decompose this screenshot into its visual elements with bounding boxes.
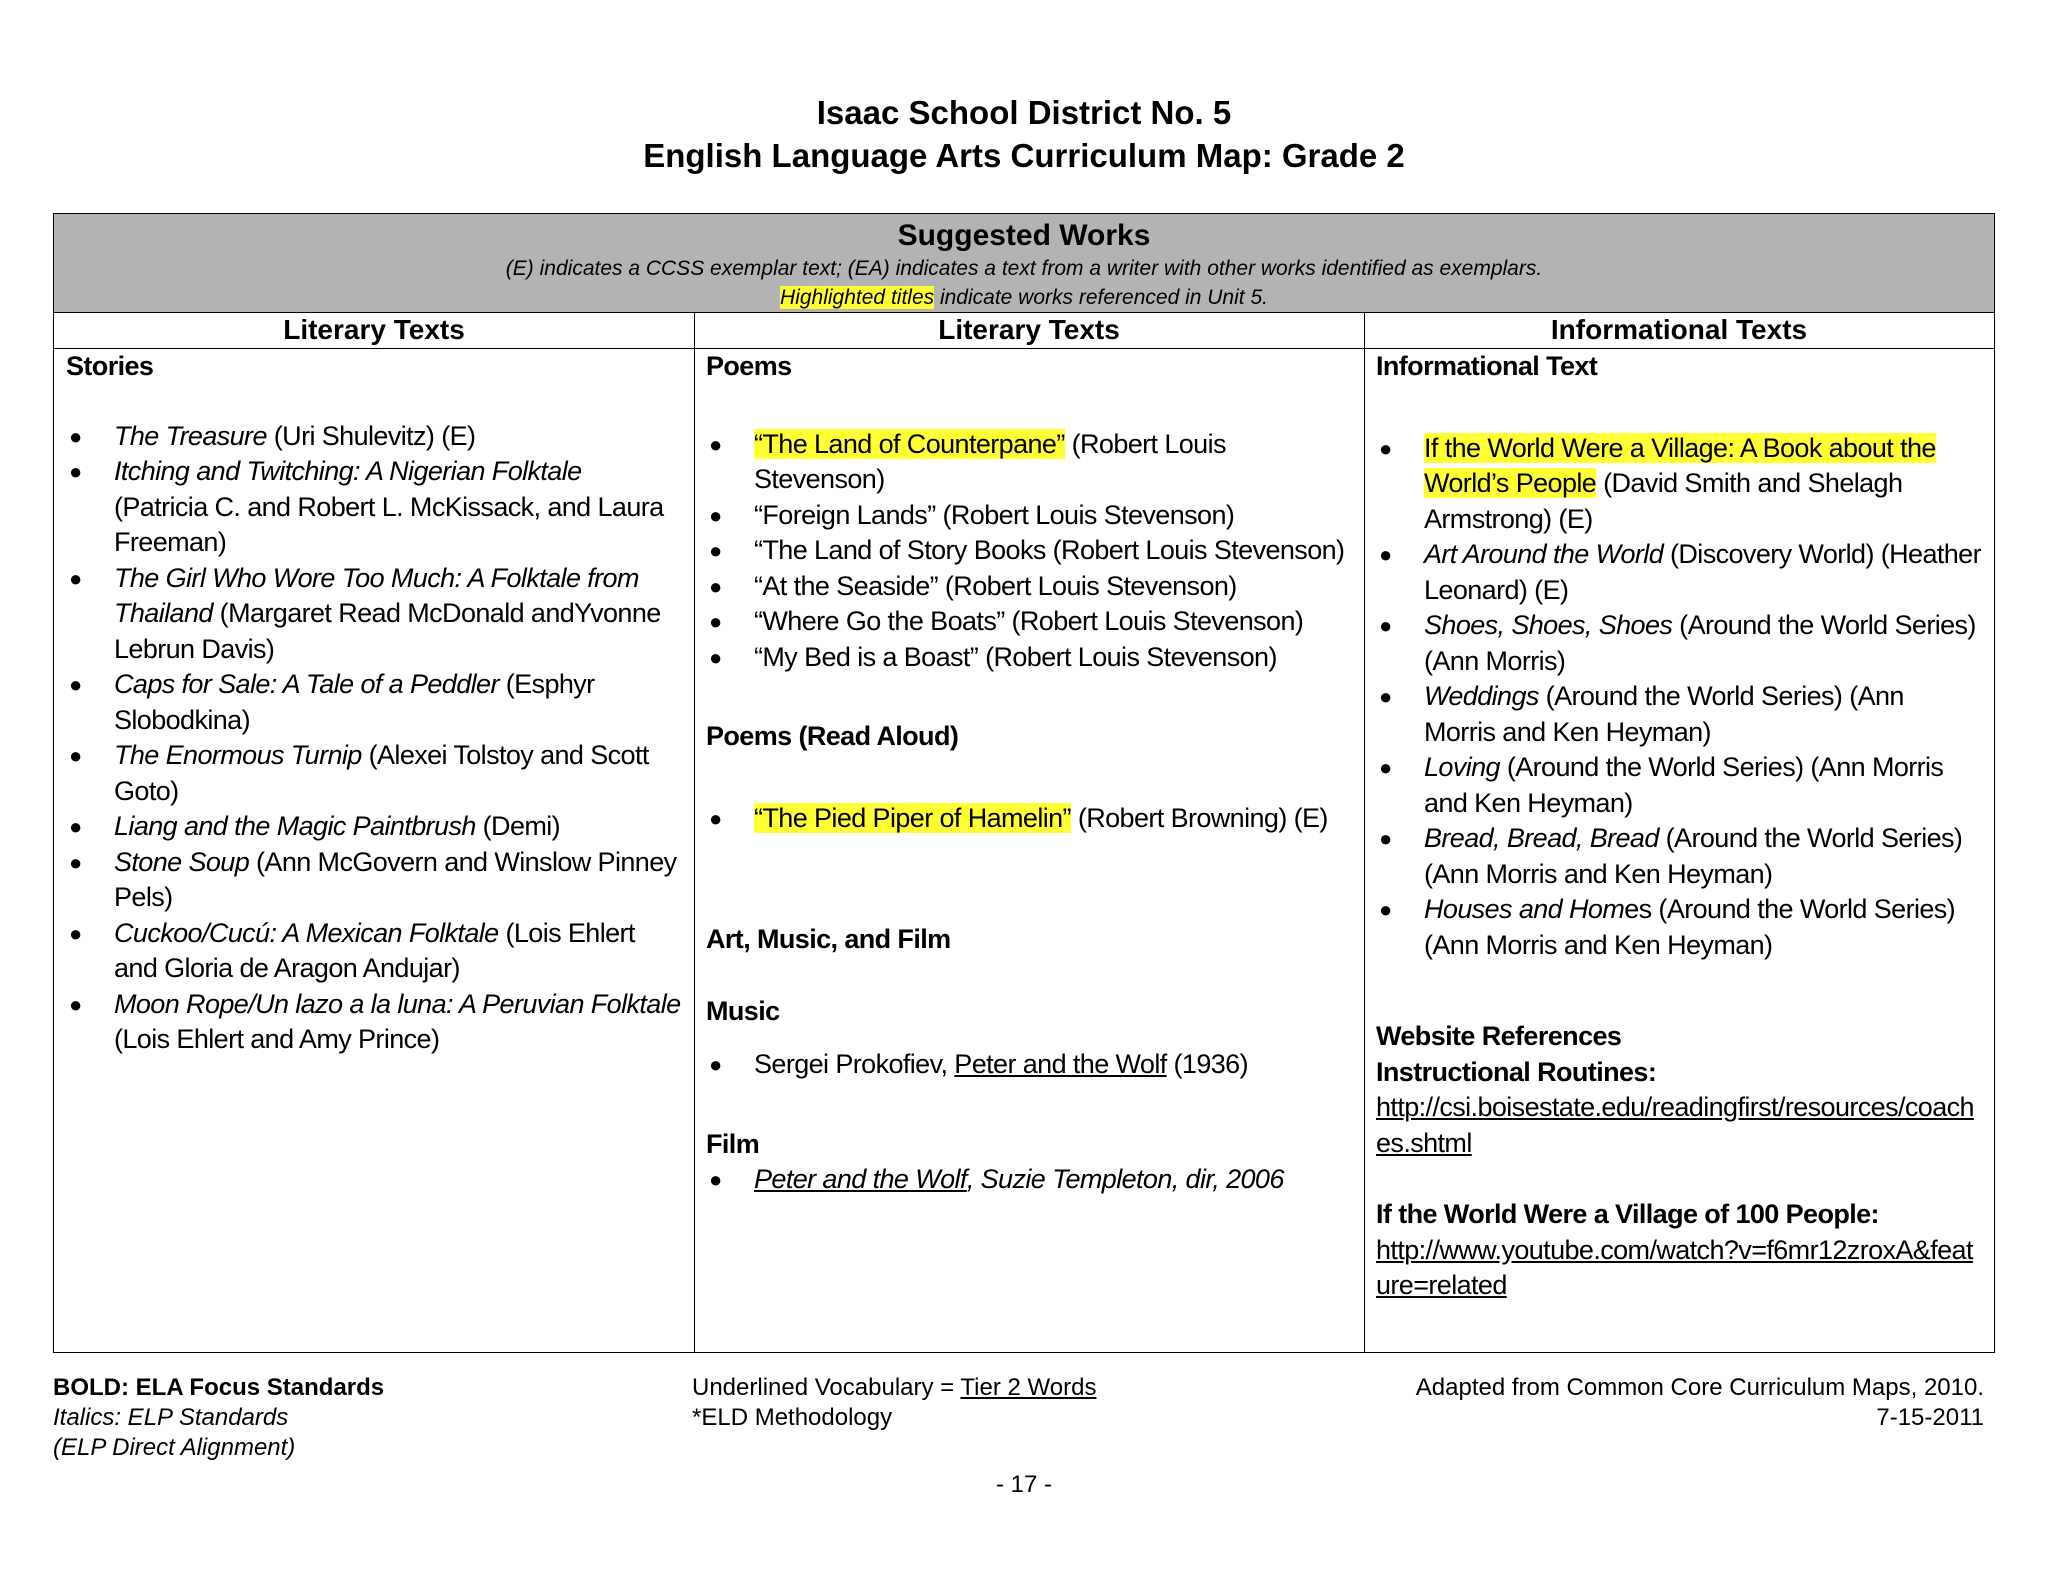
bullet-icon: ● xyxy=(709,1052,722,1077)
work-credit: “Where Go the Boats” (Robert Louis Stevenson) xyxy=(754,606,1304,636)
bullet-icon: ● xyxy=(69,849,82,875)
bullet-icon: ● xyxy=(1379,435,1392,461)
list-item xyxy=(706,1162,1352,1198)
footer-vocab xyxy=(692,1373,1096,1433)
bullet-icon: ● xyxy=(709,573,722,599)
bullet-icon: ● xyxy=(69,920,82,946)
work-title: Shoes, Shoes, Shoes xyxy=(1424,610,1673,640)
work-title: The Girl Who Wore Too Much: A Folktale from Thailand xyxy=(114,562,639,628)
music-list xyxy=(706,1047,1352,1083)
work-credit: (Demi) xyxy=(475,811,561,841)
art-music-film-heading: Art, Music, and Film xyxy=(706,924,951,954)
bullet-icon: ● xyxy=(1379,755,1392,780)
film-credit: , Suzie Templeton, dir, 2006 xyxy=(966,1164,1284,1194)
highlighted-title: “The Pied Piper of Hamelin” xyxy=(754,802,1071,833)
routines-link[interactable]: http://csi.boisestate.edu/readingfirst/resources/coaches.shtml xyxy=(1376,1092,1974,1158)
highlight-note-text: indicate works referenced in Unit 5. xyxy=(934,286,1268,309)
work-credit: (Patricia C. and Robert L. McKissack, and Laura Freeman) xyxy=(114,491,664,557)
work-credit: “At the Seaside” (Robert Louis Stevenson) xyxy=(754,570,1237,601)
bullet-icon: ● xyxy=(709,609,722,634)
list-item xyxy=(706,1047,1352,1083)
work-year: (1936) xyxy=(1166,1049,1248,1079)
column-header-informational: Informational Texts xyxy=(1364,312,1994,349)
list-item xyxy=(706,801,1352,837)
list-item xyxy=(66,561,682,668)
adapted-from: Adapted from Common Core Curriculum Maps, 2010. xyxy=(1415,1374,1984,1401)
work-credit: (Esphyr Slobodkina) xyxy=(114,669,595,735)
list-item xyxy=(1376,892,1982,963)
list-item xyxy=(1376,537,1982,608)
underlined-legend xyxy=(692,1373,1096,1403)
read-aloud-list xyxy=(706,801,1352,837)
bullet-icon: ● xyxy=(69,565,82,591)
read-aloud-heading: Poems (Read Aloud) xyxy=(706,721,959,751)
stories-column xyxy=(54,349,694,1349)
work-credit: (Uri Shulevitz) (E) xyxy=(266,420,476,451)
footer-source xyxy=(1416,1373,1984,1433)
column-header-literary-1: Literary Texts xyxy=(54,312,694,349)
revision-date: 7-15-2011 xyxy=(1876,1404,1984,1431)
highlight-note xyxy=(54,283,1994,312)
work-title: Liang and the Magic Paintbrush xyxy=(114,811,476,841)
list-item xyxy=(66,845,682,916)
bullet-icon: ● xyxy=(709,644,722,670)
list-item xyxy=(66,454,682,561)
elp-direct-legend: (ELP Direct Alignment) xyxy=(53,1434,296,1461)
list-item xyxy=(1376,821,1982,892)
list-item xyxy=(1376,750,1982,821)
village-video-heading: If the World Were a Village of 100 People: xyxy=(1376,1199,1879,1229)
composer: Sergei Prokofiev, xyxy=(754,1049,955,1079)
work-title: Houses and Hom xyxy=(1424,894,1625,924)
column-header-literary-2: Literary Texts xyxy=(694,312,1364,349)
list-item xyxy=(66,916,682,987)
work-title: Stone Soup xyxy=(114,846,250,877)
work-title: Art Around the World xyxy=(1424,539,1664,569)
work-credit: (Around the World Series) (Ann Morris and Ken Heyman) xyxy=(1424,681,1904,747)
table-heading: Suggested Works xyxy=(897,219,1151,252)
poems-list xyxy=(706,427,1352,676)
work-credit: “My Bed is a Boast” (Robert Louis Stevenson) xyxy=(754,641,1277,672)
work-credit: (Robert Louis Stevenson) xyxy=(754,428,1226,494)
list-item xyxy=(1376,431,1982,538)
work-credit: (Margaret Read McDonald andYvonne Lebrun Davis) xyxy=(114,598,661,664)
village-video-link[interactable]: http://www.youtube.com/watch?v=f6mr12zroxA&feature=related xyxy=(1376,1234,1973,1300)
stories-list xyxy=(66,419,682,1058)
list-item xyxy=(706,604,1352,640)
work-title: The Treasure xyxy=(114,420,267,451)
list-item xyxy=(706,533,1352,569)
bullet-icon: ● xyxy=(709,431,722,457)
list-item xyxy=(706,640,1352,676)
bullet-icon: ● xyxy=(69,743,82,768)
highlighted-title: If the World Were a Village: A Book about the World’s People xyxy=(1424,432,1936,498)
film-heading: Film xyxy=(706,1128,760,1159)
bullet-icon: ● xyxy=(69,672,82,697)
bullet-icon: ● xyxy=(69,423,82,449)
bullet-icon: ● xyxy=(709,538,722,563)
eld-legend: *ELD Methodology xyxy=(692,1404,893,1431)
bullet-icon: ● xyxy=(1379,897,1392,922)
highlighted-title: “The Land of Counterpane” xyxy=(754,428,1065,459)
work-title: Itching and Twitching: A Nigerian Folktale xyxy=(114,456,582,486)
bullet-icon: ● xyxy=(69,459,82,484)
list-item xyxy=(66,809,682,845)
highlight-sample: Highlighted titles xyxy=(780,286,935,309)
informational-column xyxy=(1364,349,1994,1349)
underlined-label: Underlined Vocabulary = xyxy=(692,1374,961,1401)
bullet-icon: ● xyxy=(1379,684,1392,709)
work-credit: (David Smith and Shelagh Armstrong) (E) xyxy=(1424,468,1903,534)
work-title: Bread, Bread, Bread xyxy=(1424,823,1659,853)
bullet-icon: ● xyxy=(1379,542,1392,567)
work-title: Caps for Sale: A Tale of a Peddler xyxy=(114,669,499,699)
bullet-icon: ● xyxy=(69,814,82,839)
poems-column xyxy=(694,349,1364,1349)
work-title: Moon Rope/Un lazo a la luna: A Peruvian Folktale xyxy=(114,988,681,1019)
list-item xyxy=(706,427,1352,498)
music-heading: Music xyxy=(706,995,780,1026)
document-title: Isaac School District No. 5 xyxy=(816,94,1232,131)
bullet-icon: ● xyxy=(709,502,722,528)
work-credit: (Ann McGovern and Winslow Pinney Pels) xyxy=(114,846,677,912)
informational-heading: Informational Text xyxy=(1376,351,1598,381)
informational-list xyxy=(1376,431,1982,964)
poems-heading: Poems xyxy=(706,351,792,381)
stories-heading: Stories xyxy=(66,351,154,381)
work-title: Cuckoo/Cucú: A Mexican Folktale xyxy=(114,917,499,948)
instructional-routines-heading: Instructional Routines: xyxy=(1376,1056,1657,1087)
bullet-icon: ● xyxy=(1379,826,1392,851)
suggested-works-table xyxy=(53,213,1995,1353)
page-number: - 17 - xyxy=(995,1471,1052,1498)
work-credit: “Foreign Lands” (Robert Louis Stevenson) xyxy=(754,499,1235,530)
list-item xyxy=(66,987,682,1058)
website-references-heading: Website References xyxy=(1376,1021,1622,1051)
list-item xyxy=(1376,608,1982,679)
italics-legend: Italics: ELP Standards xyxy=(53,1404,289,1431)
bold-legend: BOLD: ELA Focus Standards xyxy=(53,1374,385,1401)
work-credit: (Robert Browning) (E) xyxy=(1070,802,1328,833)
work-credit: (Alexei Tolstoy and Scott Goto) xyxy=(114,740,649,806)
work-credit: (Around the World Series) (Ann Morris and Ken Heyman) xyxy=(1424,752,1944,818)
work-credit: “The Land of Story Books (Robert Louis Stevenson) xyxy=(754,535,1345,565)
bullet-icon: ● xyxy=(709,805,722,831)
work-title: Loving xyxy=(1424,752,1500,782)
vocab-underlined: Peter and the Wolf xyxy=(954,1049,1167,1079)
work-credit: (Around the World Series) (Ann Morris and Ken Heyman) xyxy=(1424,823,1963,889)
vocab-underlined: Peter and the Wolf xyxy=(754,1164,967,1194)
work-credit: (Around the World Series) (Ann Morris) xyxy=(1424,610,1976,676)
list-item xyxy=(66,667,682,738)
bullet-icon: ● xyxy=(1379,613,1392,638)
film-list xyxy=(706,1162,1352,1198)
list-item xyxy=(66,419,682,455)
table-header xyxy=(54,214,1994,313)
bullet-icon: ● xyxy=(709,1167,722,1192)
work-title: Weddings xyxy=(1424,681,1539,711)
work-credit: es (Around the World Series) (Ann Morris and Ken Heyman) xyxy=(1424,894,1956,960)
work-credit: (Lois Ehlert and Gloria de Aragon Andujar) xyxy=(114,917,635,983)
work-title: The Enormous Turnip xyxy=(114,740,362,770)
list-item xyxy=(1376,679,1982,750)
list-item xyxy=(66,738,682,809)
exemplar-note: (E) indicates a CCSS exemplar text; (EA) indicates a text from a writer with other works identified as exemplars. xyxy=(505,257,1543,280)
list-item xyxy=(706,569,1352,605)
work-credit: (Lois Ehlert and Amy Prince) xyxy=(114,1024,440,1054)
list-item xyxy=(706,498,1352,534)
tier2-label: Tier 2 Words xyxy=(960,1374,1097,1401)
work-credit: (Discovery World) (Heather Leonard) (E) xyxy=(1424,539,1981,605)
document-subtitle: English Language Arts Curriculum Map: Grade 2 xyxy=(643,137,1405,174)
bullet-icon: ● xyxy=(69,991,82,1017)
footer-legend xyxy=(53,1373,384,1463)
